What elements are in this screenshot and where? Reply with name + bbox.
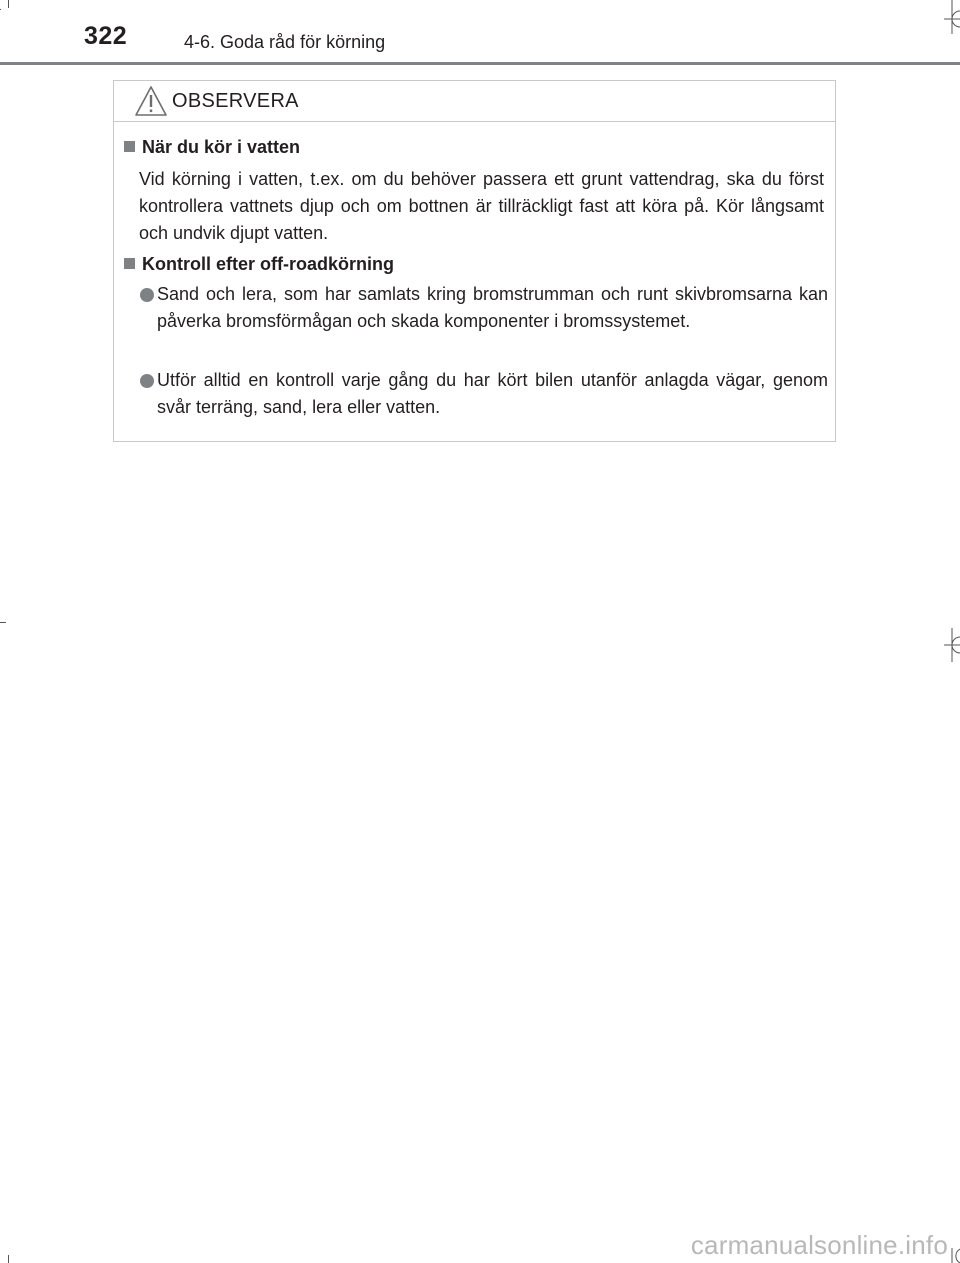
watermark: carmanualsonline.info	[690, 1230, 948, 1260]
section-paragraph: Vid körning i vatten, t.ex. om du behöver passera ett grunt vattendrag, ska du först kontrollera vattnets djup och om bottnen är tillräckligt fast att köra på. Kör långsamt och undvik djupt vatten.	[139, 169, 824, 243]
registration-mark-icon	[944, 628, 960, 662]
registration-mark-icon	[944, 0, 960, 34]
section-heading-text: När du kör i vatten	[142, 137, 301, 157]
crop-mark	[0, 9, 1, 10]
chapter-title: 4-6. Goda råd för körning	[184, 32, 386, 52]
round-bullet-icon	[140, 288, 154, 302]
square-bullet-icon	[124, 258, 135, 269]
header-divider	[0, 62, 960, 65]
square-bullet-icon	[124, 141, 135, 152]
caution-header	[114, 81, 835, 122]
warning-triangle-icon	[134, 85, 168, 117]
bullet-text: Utför alltid en kontroll varje gång du har kört bilen utanför anlagda vägar, genom svår terräng, sand, lera eller vatten.	[157, 370, 828, 417]
section-heading-text: Kontroll efter off-roadkörning	[142, 254, 394, 274]
section-heading	[124, 137, 300, 158]
crop-mark	[8, 0, 9, 8]
section-heading	[124, 254, 394, 275]
caution-title: OBSERVERA	[172, 90, 299, 112]
crop-mark	[0, 622, 6, 623]
crop-mark	[8, 1255, 9, 1263]
page-number: 322	[84, 22, 128, 50]
round-bullet-icon	[140, 374, 154, 388]
bullet-text: Sand och lera, som har samlats kring bromstrumman och runt skivbromsarna kan påverka bromsförmågan och skada komponenter i bromssystemet.	[157, 284, 828, 331]
caution-box	[113, 80, 836, 442]
